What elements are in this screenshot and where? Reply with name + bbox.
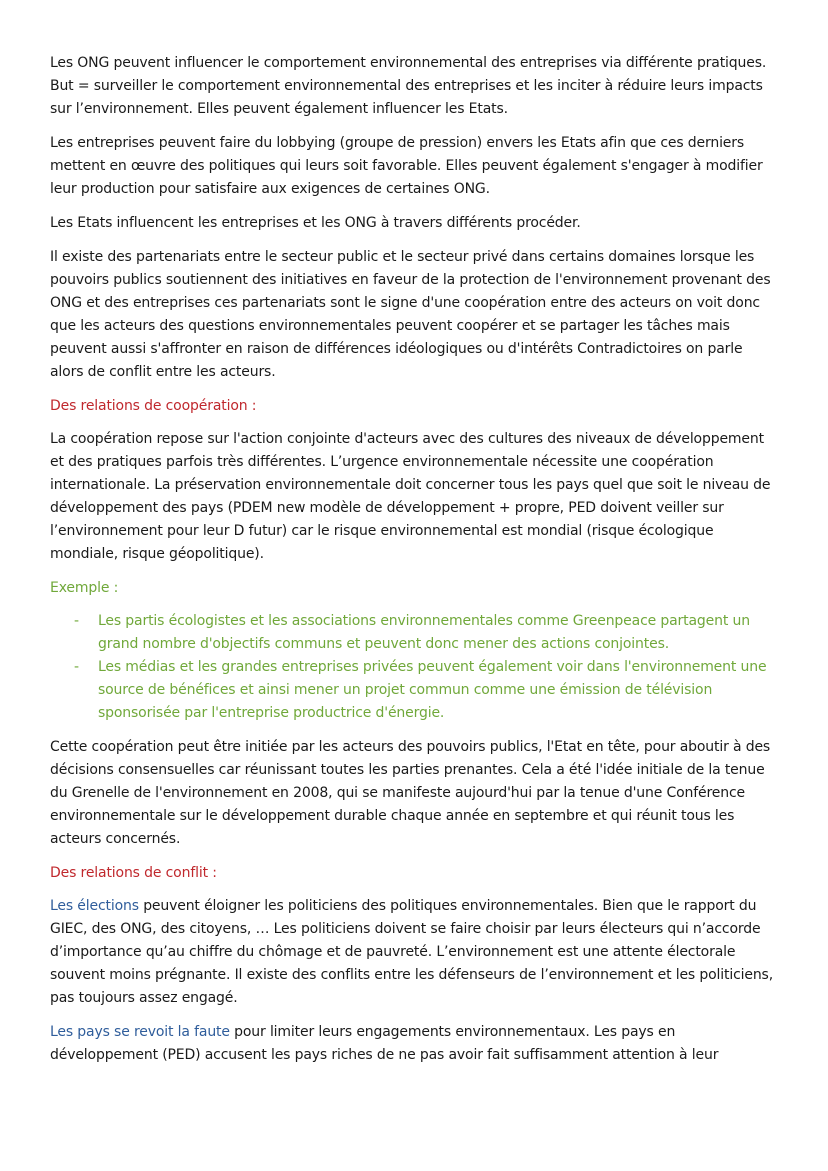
bullet-dash: - [74, 659, 79, 675]
heading-exemple: Exemple : [50, 580, 119, 596]
paragraph-etats: Les Etats influencent les entreprises et les ONG à travers différents procéder. [50, 215, 581, 231]
paragraph-partenariats: Il existe des partenariats entre le secteur public et le secteur privé dans certains domaines lorsque les pouvoirs publics soutiennent des initiatives en faveur de la protection de l'environnement provenant des ONG et des entreprises ces partenariats sont le signe d'une coopération entre des acteurs on voit donc que les acteurs des questions environnementales peuvent coopérer et se partager les tâches mais peuvent aussi s'affronter en raison de différences idéologiques ou d'intérêts Contradictoires on parle alors de conflit entre les acteurs. [50, 249, 771, 380]
paragraph-grenelle: Cette coopération peut être initiée par les acteurs des pouvoirs publics, l'Etat en tête, pour aboutir à des décisions consensuelles car réunissant toutes les parties prenantes. Cela a été l'idée initiale de la tenue du Grenelle de l'environnement en 2008, qui se manifeste aujourd'hui par la tenue d'une Conférence environnementale sur le développement durable chaque année en septembre et qui réunit tous les acteurs concernés. [50, 739, 771, 847]
bullet-dash: - [74, 613, 79, 629]
keyword-pays-faute: Les pays se revoit la faute [50, 1024, 230, 1040]
list-item [50, 610, 778, 656]
document-page [50, 52, 778, 1078]
paragraph-pays-faute [50, 1021, 778, 1067]
example-text: Les médias et les grandes entreprises privées peuvent également voir dans l'environnement une source de bénéfices et ainsi mener un projet commun comme une émission de télévision sponsorisée par l'entreprise productrice d'énergie. [98, 659, 767, 721]
paragraph-lobbying: Les entreprises peuvent faire du lobbying (groupe de pression) envers les Etats afin que ces derniers mettent en œuvre des politiques qui leurs soit favorable. Elles peuvent également s'engager à modifier leur production pour satisfaire aux exigences de certaines ONG. [50, 135, 763, 197]
paragraph-text: peuvent éloigner les politiciens des politiques environnementales. Bien que le rapport du GIEC, des ONG, des citoyens, … Les politiciens doivent se faire choisir par leurs électeurs qui n’accorde d’importance qu’au chiffre du chômage et de pauvreté. L’environnement est une attente électorale souvent moins prégnante. Il existe des conflits entre les défenseurs de l’environnement et les politiciens, pas toujours assez engagé. [50, 898, 773, 1006]
example-text: Les partis écologistes et les associations environnementales comme Greenpeace partagent un grand nombre d'objectifs communs et peuvent donc mener des actions conjointes. [98, 613, 750, 652]
list-item [50, 656, 778, 725]
paragraph-text: pour limiter leurs engagements environnementaux. Les pays en développement (PED) accusent les pays riches de ne pas avoir fait suffisamment attention à leur [50, 1024, 719, 1063]
heading-cooperation: Des relations de coopération : [50, 398, 257, 414]
heading-conflit: Des relations de conflit : [50, 865, 217, 881]
keyword-elections: Les élections [50, 898, 139, 914]
paragraph-elections [50, 895, 778, 1010]
paragraph-cooperation: La coopération repose sur l'action conjointe d'acteurs avec des cultures des niveaux de développement et des pratiques parfois très différentes. L’urgence environnementale nécessite une coopération internationale. La préservation environnementale doit concerner tous les pays quel que soit le niveau de développement des pays (PDEM new modèle de développement + propre, PED doivent veiller sur l’environnement pour leur D futur) car le risque environnemental est mondial (risque écologique mondiale, risque géopolitique). [50, 431, 771, 562]
examples-list [50, 610, 778, 725]
paragraph-ong-influence: Les ONG peuvent influencer le comportement environnemental des entreprises via différente pratiques. But = surveiller le comportement environnemental des entreprises et les inciter à réduire leurs impacts sur l’environnement. Elles peuvent également influencer les Etats. [50, 55, 767, 117]
